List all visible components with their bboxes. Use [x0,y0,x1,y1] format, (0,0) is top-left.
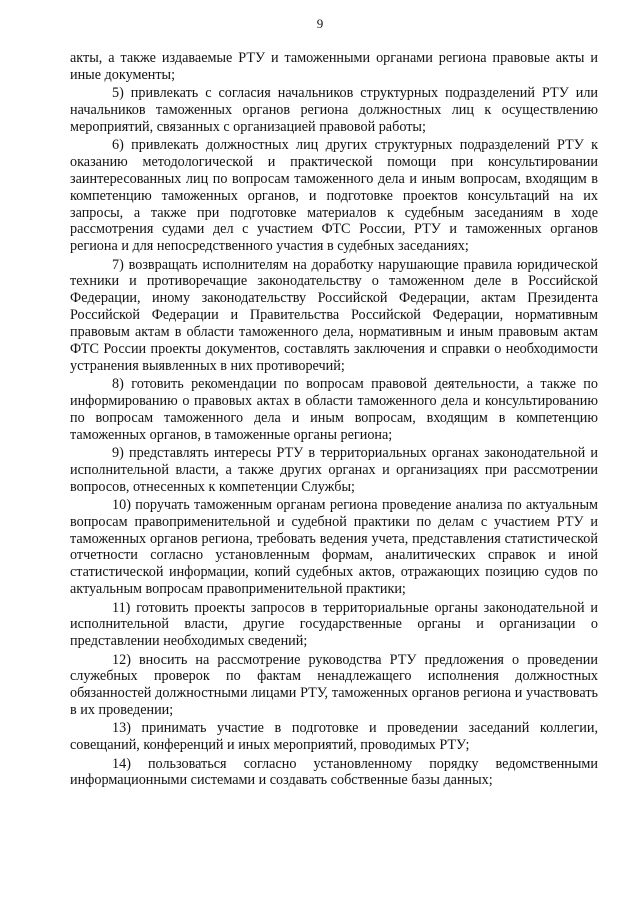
list-item-8: 8) готовить рекомендации по вопросам правовой деятельности, а также по информированию о правовых актах в области таможенного дела и консультированию по вопросам таможенного дела и иным вопросам, входящим в компетенцию таможенных органов, в таможенные органы региона; [70,376,598,443]
paragraph-continuation: акты, а также издаваемые РТУ и таможенными органами региона правовые акты и иные документы; [70,50,598,83]
list-item-12: 12) вносить на рассмотрение руководства РТУ предложения о проведении служебных проверок по фактам ненадлежащего исполнения должностных обязанностей должностными лицами РТУ, таможенных органов региона и участвовать в их проведении; [70,651,598,719]
document-body [70,50,598,791]
page-number: 9 [316,16,324,31]
list-item-11: 11) готовить проекты запросов в территориальные органы законодательной и исполнительной власти, другие государственные органы и организации о представлении необходимых сведений; [70,599,598,650]
list-item-9: 9) представлять интересы РТУ в территориальных органах законодательной и исполнительной власти, а также других органах и организациях при рассмотрении вопросов, отнесенных к компетенции Службы; [70,444,598,495]
list-item-10: 10) поручать таможенным органам региона проведение анализа по актуальным вопросам правоприменительной и судебной практики по делам с участием РТУ и таможенных органов региона, требовать ведения учета, представления статистической отчетности согласно установленным формам, аналитических справок и иной статистической информации, копий судебных актов, отражающих позицию судов по актуальным вопросам правоприменительной практики; [70,496,598,598]
list-item-13: 13) принимать участие в подготовке и проведении заседаний коллегии, совещаний, конференций и иных мероприятий, проводимых РТУ; [70,720,598,754]
list-item-6: 6) привлекать должностных лиц других структурных подразделений РТУ к оказанию методологической и практической помощи при консультировании заинтересованных лиц по вопросам таможенного дела и иным вопросам, входящим в компетенцию таможенных органов, и подготовке проектов консультаций на их запросы, а также при подготовке материалов к судебным заседаниям в ходе рассмотрения судами дел с участием ФТС России, РТУ и таможенных органов региона и для непосредственного участия в судебных заседаниях; [70,137,598,255]
list-item-5: 5) привлекать с согласия начальников структурных подразделений РТУ или начальников таможенных органов региона должностных лиц к осуществлению мероприятий, связанных с организацией правовой работы; [70,85,598,135]
list-item-14: 14) пользоваться согласно установленному порядку ведомственными информационными системами и создавать собственные базы данных; [70,755,598,789]
list-item-7: 7) возвращать исполнителям на доработку нарушающие правила юридической техники и противоречащие законодательству о таможенном деле в Российской Федерации, иному законодательству Российской Федерации, актам Президента Российской Федерации и Правительства Российской Федерации, нормативным правовым актам в области таможенного дела, нормативным и иным правовым актам ФТС России проекты документов, составлять заключения и справки о необходимости устранения выявленных в них противоречий; [70,256,598,374]
